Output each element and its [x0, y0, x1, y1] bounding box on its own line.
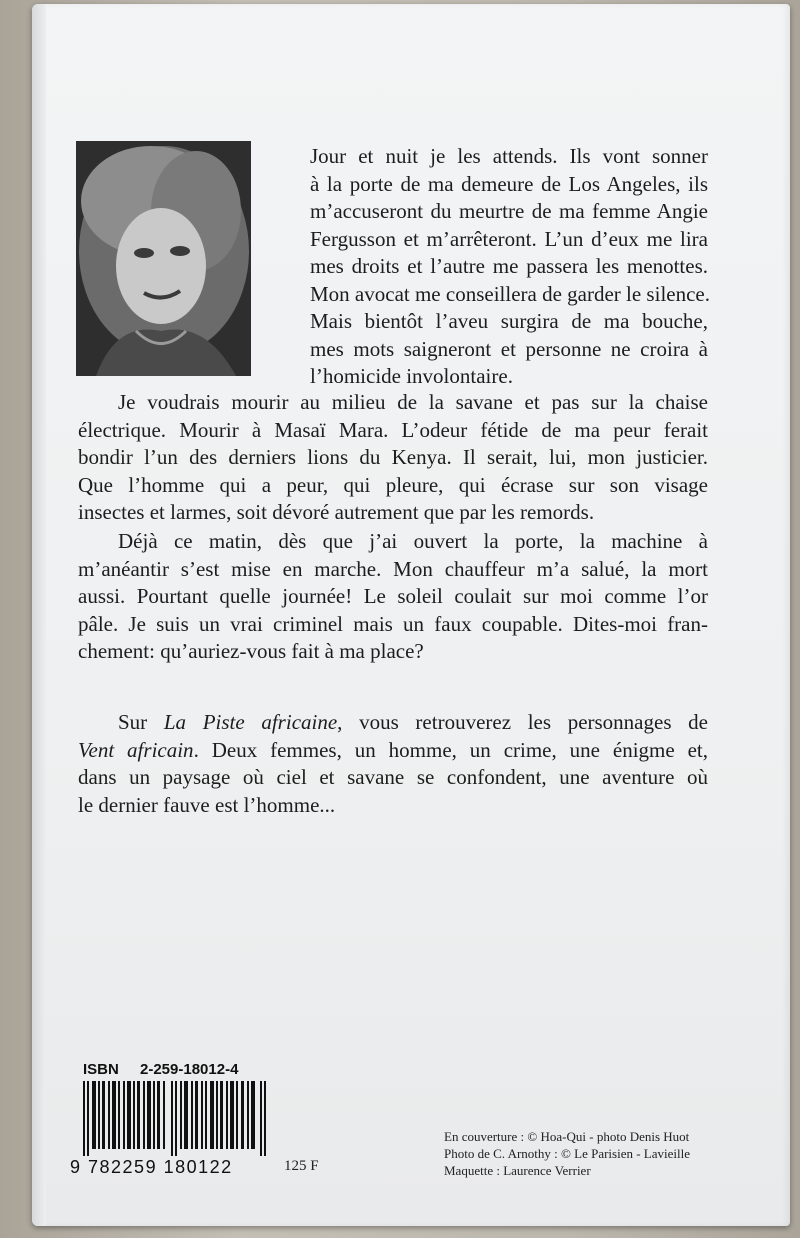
text-line: bondir l’un des derniers lions du Kenya. Il serait, lui, mon justicier.: [78, 445, 708, 469]
text-line: dans un paysage où ciel et savane se confondent, une aventure où: [78, 765, 708, 789]
text-line: insectes et larmes, soit dévoré autrement que par les remords.: [78, 500, 595, 524]
text-line: mes mots saigneront et personne ne croira à: [310, 336, 708, 361]
text-line: Que l’homme qui a peur, qui pleure, qui écrase sur son visage: [78, 472, 708, 497]
price: 125 F: [284, 1158, 319, 1174]
text-line: [78, 709, 708, 737]
book-title: Vent africain: [78, 737, 194, 762]
blurb-paragraph-1: [270, 143, 708, 391]
author-photo: [76, 141, 251, 376]
text-line: m’anéantir s’est mise en marche. Mon chauffeur m’a salué, la mort: [78, 556, 708, 581]
text-line: chement: qu’auriez-vous fait à ma place?: [78, 639, 424, 663]
barcode: [83, 1081, 268, 1156]
text-line: Mon avocat me conseillera de garder le silence.: [310, 281, 710, 306]
text-line: pâle. Je suis un vrai criminel mais un faux coupable. Dites-moi fran-: [78, 611, 708, 636]
text-fragment: , vous retrouverez les personnages de: [337, 710, 708, 734]
text-line: l’homicide involontaire.: [310, 364, 513, 388]
text-line: Je voudrais mourir au milieu de la savane et pas sur la chaise: [118, 390, 708, 414]
text-line: [78, 737, 708, 765]
text-line: m’accuseront du meurtre de ma femme Angie: [310, 199, 708, 223]
text-line: le dernier fauve est l’homme...: [78, 792, 336, 817]
text-fragment: . Deux femmes, un homme, un crime, une énigme et,: [193, 737, 708, 762]
text-line: Fergusson et m’arrêteront. L’un d’eux me lira: [310, 226, 708, 251]
text-line: Mais bientôt l’aveu surgira de ma bouche,: [310, 309, 708, 333]
text-line: Jour et nuit je les attends. Ils vont sonner: [310, 144, 708, 168]
credit-line: Maquette : Laurence Verrier: [444, 1163, 591, 1178]
book-title: La Piste africaine: [163, 710, 338, 734]
text-line: aussi. Pourtant quelle journée! Le soleil coulait sur moi comme l’or: [78, 584, 708, 608]
text-fragment: Sur: [118, 710, 164, 734]
isbn-number: 2-259-18012-4: [140, 1061, 239, 1078]
credit-line: En couverture : © Hoa-Qui - photo Denis Huot: [444, 1129, 690, 1144]
barcode-digits: 9 782259 180122: [70, 1157, 233, 1177]
blurb-paragraph-2: [78, 389, 708, 527]
credit-line: Photo de C. Arnothy : © Le Parisien - Lavieille: [444, 1146, 691, 1161]
text-line: mes droits et l’autre me passera les menottes.: [310, 254, 708, 278]
text-line: électrique. Mourir à Masaï Mara. L’odeur fétide de ma peur ferait: [78, 417, 708, 442]
book-spine-edge: [32, 4, 46, 1226]
credits: [444, 1128, 744, 1179]
isbn-label: ISBN: [83, 1061, 119, 1078]
blurb-paragraph-3: [78, 528, 708, 666]
blurb-paragraph-4: [78, 709, 708, 819]
text-line: Déjà ce matin, dès que j’ai ouvert la porte, la machine à: [118, 529, 708, 553]
text-line: à la porte de ma demeure de Los Angeles, ils: [310, 171, 708, 196]
